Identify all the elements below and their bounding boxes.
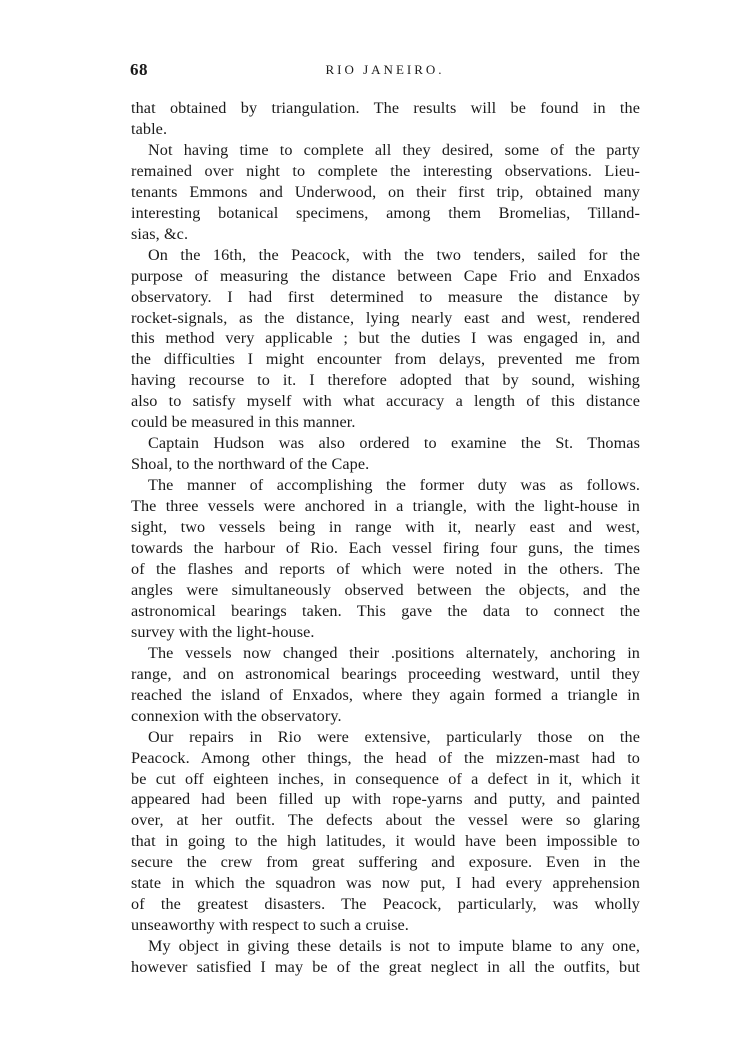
text-line: interesting botanical specimens, among them Bromelias, Tilland- [131, 203, 640, 222]
text-line: observatory. I had first determined to measure the distance by [131, 287, 640, 306]
text-line: purpose of measuring the distance between Cape Frio and Enxados [131, 266, 640, 285]
text-line: On the 16th, the Peacock, with the two tenders, sailed for the [148, 245, 640, 264]
text-line: astronomical bearings taken. This gave the data to connect the [131, 601, 640, 620]
text-line: this method very applicable ; but the duties I was engaged in, and [131, 329, 640, 348]
text-line: having recourse to it. I therefore adopted that by sound, wishing [131, 371, 640, 390]
text-line: of the flashes and reports of which were noted in the others. The [131, 559, 640, 578]
text-line: table. [131, 119, 168, 138]
text-line: tenants Emmons and Underwood, on their first trip, obtained many [131, 182, 640, 201]
text-line: rocket-signals, as the distance, lying nearly east and west, rendered [131, 308, 640, 327]
text-line: of the greatest disasters. The Peacock, particularly, was wholly [131, 895, 640, 914]
running-title: RIO JANEIRO. [325, 62, 445, 77]
text-line: Shoal, to the northward of the Cape. [131, 455, 370, 474]
text-line: Peacock. Among other things, the head of the mizzen-mast had to [131, 748, 640, 767]
text-line: The manner of accomplishing the former duty was as follows. [148, 476, 640, 495]
text-line: remained over night to complete the interesting observations. Lieu- [131, 161, 640, 180]
text-line: range, and on astronomical bearings proceeding westward, until they [131, 664, 640, 683]
paragraph [131, 475, 640, 643]
text-line: also to satisfy myself with what accuracy a length of this distance [131, 392, 640, 411]
text-line: angles were simultaneously observed between the objects, and the [131, 580, 640, 599]
paragraph [131, 245, 640, 434]
text-line: Our repairs in Rio were extensive, particularly those on the [148, 727, 640, 746]
text-line: Not having time to complete all they desired, some of the party [148, 140, 640, 159]
text-line: be cut off eighteen inches, in consequence of a defect in it, which it [131, 769, 640, 788]
text-line: over, at her outfit. The defects about the vessel were so glaring [131, 811, 640, 830]
text-line: The vessels now changed their .positions alternately, anchoring in [148, 643, 640, 662]
text-line: the difficulties I might encounter from delays, prevented me from [131, 350, 640, 369]
text-line: connexion with the observatory. [131, 706, 342, 725]
body-text [131, 98, 640, 978]
text-line: towards the harbour of Rio. Each vessel firing four guns, the times [131, 539, 640, 558]
text-line: sight, two vessels being in range with it, nearly east and west, [131, 518, 640, 537]
paragraph [131, 140, 640, 245]
text-line: Captain Hudson was also ordered to examine the St. Thomas [148, 434, 640, 453]
paragraph [131, 727, 640, 937]
paragraph [131, 98, 640, 140]
text-line: however satisfied I may be of the great neglect in all the outfits, but [131, 958, 640, 977]
text-line: could be measured in this manner. [131, 413, 356, 432]
page-header [130, 60, 640, 84]
text-line: sias, &c. [131, 224, 189, 243]
text-line: appeared had been filled up with rope-yarns and putty, and painted [131, 790, 640, 809]
text-line: that in going to the high latitudes, it would have been impossible to [131, 832, 640, 851]
text-line: The three vessels were anchored in a triangle, with the light-house in [131, 497, 640, 516]
text-line: My object in giving these details is not to impute blame to any one, [148, 937, 640, 956]
text-line: state in which the squadron was now put, I had every apprehension [131, 874, 640, 893]
text-line: survey with the light-house. [131, 622, 315, 641]
text-line: secure the crew from great suffering and exposure. Even in the [131, 853, 640, 872]
text-line: unseaworthy with respect to such a cruise. [131, 916, 409, 935]
paragraph [131, 643, 640, 727]
page-number: 68 [130, 60, 148, 79]
paragraph [131, 936, 640, 978]
text-line: that obtained by triangulation. The results will be found in the [131, 99, 640, 117]
text-line: reached the island of Enxados, where they again formed a triangle in [131, 685, 640, 704]
paragraph [131, 433, 640, 475]
